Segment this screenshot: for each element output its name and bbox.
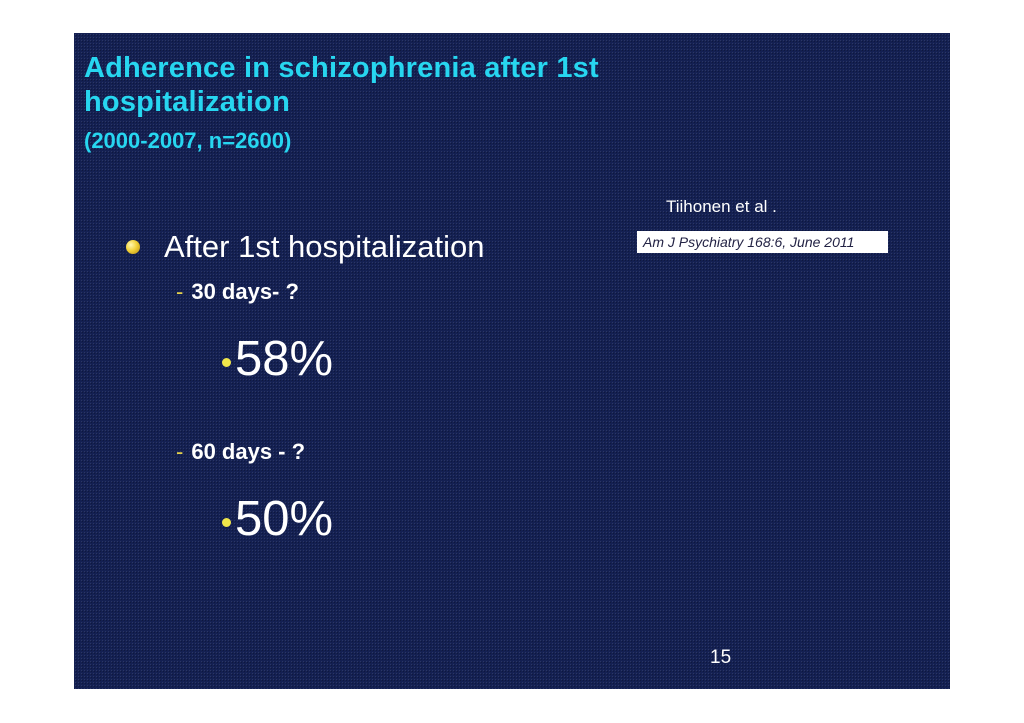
slide-title: Adherence in schizophrenia after 1st hospitalization bbox=[84, 52, 599, 118]
citation-journal: Am J Psychiatry 168:6, June 2011 bbox=[637, 231, 888, 253]
dash-icon: - bbox=[176, 439, 184, 464]
main-bullet-text: After 1st hospitalization bbox=[164, 229, 485, 264]
sub-item-60-days bbox=[176, 439, 305, 465]
page-number: 15 bbox=[710, 647, 732, 668]
percentage-value: 58% bbox=[235, 332, 334, 386]
slide bbox=[74, 33, 950, 689]
citation-author: Tiihonen et al . bbox=[666, 197, 777, 216]
bullet-icon bbox=[126, 240, 140, 254]
percentage-value: 50% bbox=[235, 492, 334, 546]
percentage-60-days bbox=[222, 491, 333, 547]
sub-item-label: 60 days - ? bbox=[191, 439, 306, 464]
sub-item-label: 30 days- ? bbox=[191, 279, 299, 304]
sub-item-30-days bbox=[176, 279, 299, 305]
bullet-dot-icon bbox=[222, 518, 231, 527]
percentage-30-days bbox=[222, 331, 333, 387]
bullet-dot-icon bbox=[222, 358, 231, 367]
dash-icon: - bbox=[176, 279, 184, 304]
main-bullet bbox=[126, 229, 485, 265]
slide-subtitle: (2000-2007, n=2600) bbox=[84, 128, 292, 153]
